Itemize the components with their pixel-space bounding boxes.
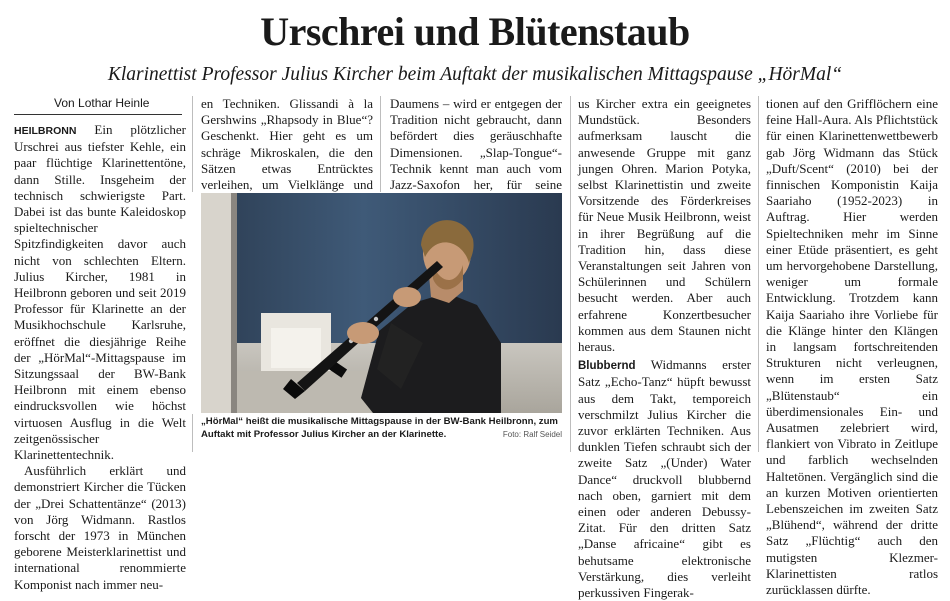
column-rule: [570, 96, 571, 452]
column-rule: [192, 414, 193, 452]
paragraph: tionen auf den Grifflöchern eine feine Hall-Aura. Als Pflichtstück für einen Klarinettenwettbewerb gab Jörg Widmann das Stück „Duft/Scent“ (2010) bei der finnischen Komponistin Kaija Saariaho (1952-2023) in Auftrag. Hier werden Spieltechniken mehr im Sinne einer Etüde präsentiert, es geht um hervorgehobene Darstellung, weniger um formale Entwicklung. Trotzdem kann Kaija Saariaho ihre Vorliebe für die Klänge hinter den Klängen in langsam fortschreitenden Strukturen nicht verleugnen, wenn im ersten Satz „Blütenstaub“ ein überdimensionales Ein- und Ausatmen zelebriert wird, flankiert von Vibrato in Zeitlupe und farblich wechselnden Haltetönen. Vergänglich sind die an kurzen Motiven orientierten Lebenszeichen im zweiten Satz „Blühend“, während der dritte Satz „Flüchtig“ auch den mutigsten Klezmer-Klarinettisten ratlos zurücklassen dürfte.: [766, 96, 938, 598]
subhead: Blubbernd: [578, 360, 636, 373]
article-column-4: [578, 96, 751, 601]
byline: Von Lothar Heinle: [14, 95, 182, 115]
paragraph-text: Ein plötzlicher Urschrei aus tiefster Kehle, ein paar flüchtige Klarinettentöne, dann Stille. Insgeheim der technisch schwierigste Part. Dabei ist das bunte Kaleidoskop spieltechnischer Spitzfindigkeiten davor auch nicht von schlechten Eltern. Julius Kircher, 1981 in Heilbronn geboren und seit 2019 Professor für Klarinette an der Musikhochschule Karlsruhe, eröffnet die diesjährige Reihe der „HörMal“-Mittagspause im Sitzungssaal der BW-Bank Heilbronn mit einem ebenso eindrucksvollen wie höchst virtuosen Ausflug in die Welt zeitgenössischer Klarinettentechnik.: [14, 122, 186, 463]
headline: Urschrei und Blütenstaub: [260, 9, 690, 54]
article-column-5: [766, 96, 938, 598]
paragraph: Daumens – wird er entgegen der Tradition nicht gebraucht, dann befördert dies geräuschhafte Dimensionen. „Slap-Tongue“-Technik kennt man auch vom Jazz-Saxofon her, für seine: [390, 96, 562, 193]
article-photo: [201, 193, 562, 413]
column-rule: [380, 96, 381, 192]
paragraph: en Techniken. Glissandi à la Gershwins „Rhapsody in Blue“? Geschenkt. Hier geht es um schräge Mikroskalen, die den Sätzen etwas Entrücktes verleihen, um Vielklänge und: [201, 96, 373, 193]
paragraph: [14, 122, 186, 463]
paragraph-text: Widmanns erster Satz „Echo-Tanz“ hüpft bewusst aus dem Takt, temporeich verschmilzt Julius Kircher die zuvor erklärten Techniken. Aus dunklen Tiefen schraubt sich der zweite Satz „(Under) Water Dance“ druckvoll blubbernd nach oben, garniert mit dem einen oder anderen Debussy-Zitat. Für den dritten Satz „Danse africaine“ gibt es behutsame elektronische Verstärkung, dies verleiht perkussiven Fingerak-: [578, 357, 751, 601]
column-rule: [758, 96, 759, 452]
paragraph: us Kircher extra ein geeignetes Mundstück. Besonders aufmerksam lauscht die anwesende Gruppe mit ganz jungen Ohren. Marion Potyka, selbst Klarinettistin und zweite Vorsitzende des Förderkreises für Neue Musik Heilbronn, weist in ihrer Begrüßung auf die Tradition hin, dass diese Veranstaltungen seit Jahren von Schülerinnen und Schülern besucht werden. Aber auch erfahrene Konzertbesucher kommen aus dem Staunen nicht heraus.: [578, 96, 751, 355]
subline: Klarinettist Professor Julius Kircher beim Auftakt der musikalischen Mittagspause „HörMal“: [107, 64, 843, 85]
article-column-1: [14, 122, 186, 593]
column-rule: [192, 96, 193, 192]
caption-text: „HörMal“ heißt die musikalische Mittagspause in der BW-Bank Heilbronn, zum Auftakt mit Professor Julius Kircher an der Klarinette.: [201, 416, 558, 440]
photo-caption: [201, 415, 562, 441]
paragraph: Ausführlich erklärt und demonstriert Kircher die Tücken der „Drei Schattentänze“ (2013) von Jörg Widmann. Rastlos forscht der 1973 in München geborene Meisterklarinettist und international renommierte Komponist nach immer neu-: [14, 463, 186, 592]
dateline: HEILBRONN: [14, 125, 77, 137]
photo-clarinettist: [201, 193, 562, 413]
paragraph: [578, 357, 751, 601]
photo-credit: Foto: Ralf Seidel: [502, 430, 562, 439]
